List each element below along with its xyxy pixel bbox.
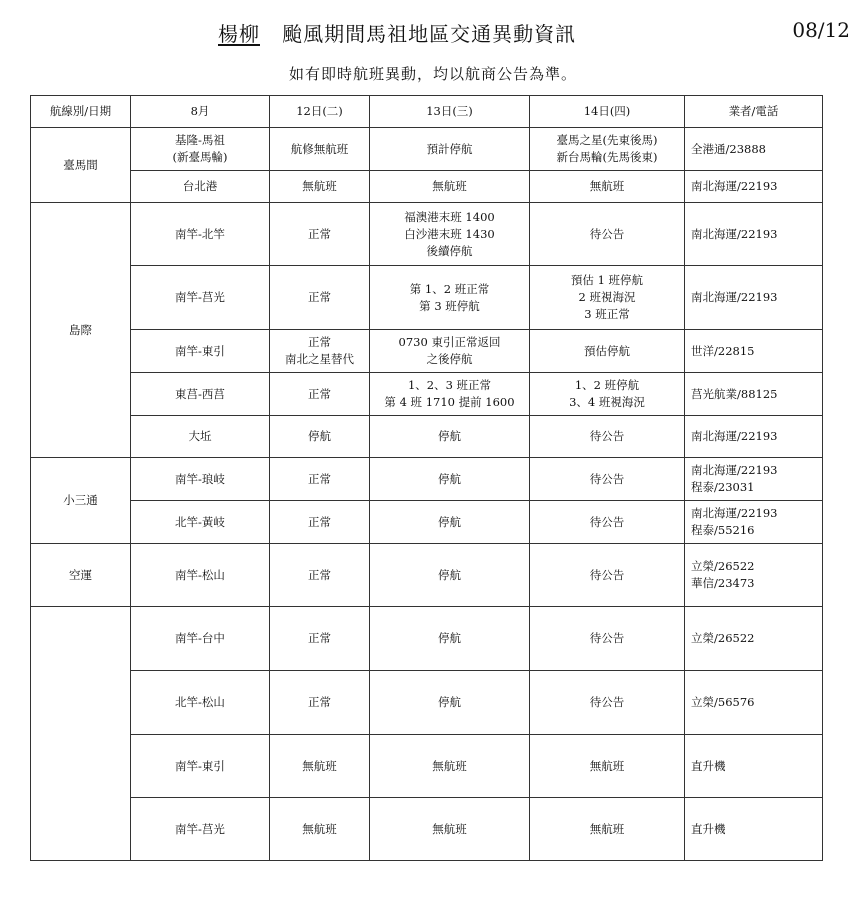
route-cell-line: 東莒-西莒: [175, 386, 225, 401]
table-row: [31, 171, 823, 203]
day13-cell-line: 停航: [438, 567, 461, 582]
day14-cell-line: 待公告: [589, 226, 625, 241]
day13-cell: [370, 373, 530, 416]
day14-cell: [530, 128, 685, 171]
day14-cell: [530, 266, 685, 330]
day12-cell-line: 無航班: [302, 179, 337, 193]
day12-cell-line: 南北之星替代: [285, 352, 354, 366]
table-row: [31, 128, 823, 171]
table-header-row: [31, 96, 823, 128]
day13-cell-line: 停航: [438, 429, 461, 443]
typhoon-name: 楊柳: [218, 22, 260, 46]
route-cell-line: 大坵: [188, 429, 212, 443]
route-cell: [131, 458, 270, 501]
operator-cell-line: 南北海運/22193: [691, 290, 778, 304]
table-row: [31, 607, 823, 671]
table-row: [31, 544, 823, 607]
day13-cell-line: 第 4 班 1710 提前 1600: [384, 395, 515, 409]
day14-cell-line: 臺馬之星(先東後馬): [556, 133, 658, 147]
operator-cell-line: 程泰/23031: [691, 480, 755, 494]
route-cell: [131, 671, 270, 735]
day13-cell: [370, 607, 530, 671]
route-cell: [131, 798, 270, 861]
day13-cell-line: 停航: [438, 471, 461, 486]
operator-cell: [685, 458, 823, 501]
day12-cell: [270, 330, 370, 373]
day13-cell-line: 第 1、2 班正常: [409, 281, 490, 296]
day12-cell: [270, 203, 370, 266]
table-row: [31, 735, 823, 798]
route-cell-line: (新臺馬輪): [172, 150, 228, 164]
day14-cell: [530, 330, 685, 373]
column-header: 8月: [131, 96, 270, 128]
day13-cell-line: 無航班: [432, 179, 467, 193]
day12-cell: [270, 798, 370, 861]
operator-cell: [685, 373, 823, 416]
table-row: [31, 798, 823, 861]
route-cell: [131, 203, 270, 266]
day14-cell-line: 預估停航: [584, 343, 630, 358]
day13-cell-line: 1、2、3 班正常: [407, 378, 492, 392]
route-cell: [131, 501, 270, 544]
day14-cell-line: 待公告: [589, 567, 625, 582]
operator-cell: [685, 416, 823, 458]
day13-cell: [370, 171, 530, 203]
route-cell-line: 台北港: [182, 179, 218, 193]
operator-cell: [685, 735, 823, 798]
day13-cell-line: 第 3 班停航: [419, 298, 480, 313]
operator-cell: [685, 607, 823, 671]
column-header: 業者/電話: [685, 96, 823, 128]
day12-cell: [270, 266, 370, 330]
day14-cell-line: 待公告: [589, 631, 625, 645]
day14-cell-line: 新台馬輪(先馬後東): [556, 150, 658, 164]
day12-cell: [270, 671, 370, 735]
route-cell: [131, 735, 270, 798]
operator-cell-line: 程泰/55216: [691, 523, 755, 537]
day14-cell-line: 無航班: [589, 758, 625, 773]
operator-cell-line: 立榮/26522: [691, 559, 755, 573]
operator-cell-line: 南北海運/22193: [691, 179, 778, 193]
day14-cell: [530, 671, 685, 735]
operator-cell: [685, 671, 823, 735]
day12-cell-line: 正常: [308, 514, 331, 529]
route-cell-line: 南竿-東引: [175, 343, 225, 358]
group-label: 空運: [31, 544, 131, 607]
day13-cell: [370, 128, 530, 171]
day13-cell: [370, 203, 530, 266]
table-row: [31, 671, 823, 735]
table-body: [31, 128, 823, 861]
group-label: 島際: [31, 203, 131, 458]
route-cell-line: 南竿-莒光: [175, 821, 225, 836]
day14-cell-line: 無航班: [589, 821, 625, 836]
day14-cell: [530, 373, 685, 416]
route-cell-line: 北竿-松山: [175, 695, 225, 709]
route-cell: [131, 128, 270, 171]
route-cell-line: 基隆-馬祖: [175, 133, 225, 147]
day14-cell: [530, 607, 685, 671]
column-header: 12日(二): [270, 96, 370, 128]
day12-cell-line: 正常: [308, 567, 331, 582]
day13-cell-line: 預計停航: [426, 141, 473, 156]
title-row: [0, 18, 866, 48]
route-cell: [131, 416, 270, 458]
day13-cell: [370, 798, 530, 861]
day14-cell-line: 3 班正常: [584, 307, 630, 321]
day14-cell: [530, 203, 685, 266]
day14-cell-line: 待公告: [589, 471, 625, 486]
day13-cell: [370, 416, 530, 458]
day12-cell: [270, 607, 370, 671]
operator-cell-line: 南北海運/22193: [691, 506, 778, 520]
day13-cell-line: 停航: [438, 514, 461, 529]
operator-cell: [685, 544, 823, 607]
day14-cell-line: 3、4 班視海況: [569, 395, 645, 409]
route-cell-line: 南竿-東引: [175, 758, 225, 773]
operator-cell: [685, 203, 823, 266]
day12-cell-line: 正常: [308, 631, 331, 645]
day13-cell-line: 0730 東引正常返回: [398, 335, 501, 349]
day12-cell-line: 正常: [308, 471, 331, 486]
day12-cell: [270, 501, 370, 544]
operator-cell: [685, 330, 823, 373]
day14-cell-line: 1、2 班停航: [574, 378, 640, 392]
operator-cell: [685, 501, 823, 544]
day13-cell-line: 後續停航: [426, 243, 473, 258]
column-header: 13日(三): [370, 96, 530, 128]
day13-cell-line: 停航: [438, 695, 461, 709]
day12-cell-line: 正常: [308, 226, 331, 241]
day14-cell: [530, 501, 685, 544]
operator-cell-line: 南北海運/22193: [691, 429, 778, 443]
operator-cell-line: 世洋/22815: [691, 343, 755, 358]
transport-table: [30, 95, 823, 861]
page-date: 08/12: [792, 18, 850, 42]
operator-cell-line: 直升機: [691, 821, 726, 836]
day13-cell: [370, 671, 530, 735]
route-cell: [131, 373, 270, 416]
group-label: 臺馬間: [31, 128, 131, 203]
column-header: 14日(四): [530, 96, 685, 128]
day13-cell: [370, 501, 530, 544]
route-cell-line: 南竿-琅岐: [175, 471, 225, 486]
page-title: [218, 18, 576, 47]
route-cell-line: 北竿-黃岐: [175, 514, 225, 529]
day14-cell: [530, 735, 685, 798]
day12-cell: [270, 171, 370, 203]
day13-cell-line: 無航班: [432, 821, 467, 836]
group-label: [31, 607, 131, 861]
day12-cell-line: 正常: [308, 386, 331, 401]
table-row: [31, 458, 823, 501]
day12-cell-line: 正常: [308, 335, 331, 349]
route-cell-line: 南竿-莒光: [175, 290, 225, 304]
route-cell: [131, 266, 270, 330]
route-cell-line: 南竿-台中: [175, 631, 225, 645]
table-row: [31, 416, 823, 458]
operator-cell-line: 南北海運/22193: [691, 463, 778, 477]
day13-cell-line: 之後停航: [426, 352, 473, 366]
day12-cell-line: 無航班: [302, 758, 337, 773]
day12-cell: [270, 735, 370, 798]
day13-cell: [370, 330, 530, 373]
operator-cell: [685, 798, 823, 861]
day14-cell-line: 2 班視海況: [578, 290, 636, 304]
day12-cell-line: 無航班: [302, 821, 337, 836]
day12-cell-line: 停航: [308, 429, 331, 443]
operator-cell: [685, 266, 823, 330]
day13-cell-line: 停航: [438, 631, 461, 645]
title-text: 颱風期間馬祖地區交通異動資訊: [282, 22, 577, 46]
operator-cell-line: 立榮/26522: [691, 631, 755, 645]
day14-cell-line: 無航班: [589, 179, 625, 193]
group-label: 小三通: [31, 458, 131, 544]
day14-cell: [530, 458, 685, 501]
day14-cell: [530, 544, 685, 607]
day13-cell-line: 白沙港末班 1430: [404, 226, 495, 241]
day12-cell: [270, 373, 370, 416]
day12-cell: [270, 416, 370, 458]
operator-cell-line: 南北海運/22193: [691, 226, 778, 241]
day13-cell: [370, 544, 530, 607]
operator-cell-line: 直升機: [691, 758, 726, 773]
day14-cell: [530, 171, 685, 203]
table-row: [31, 203, 823, 266]
day12-cell: [270, 458, 370, 501]
table-row: [31, 330, 823, 373]
day13-cell-line: 無航班: [432, 758, 467, 773]
day13-cell: [370, 266, 530, 330]
day12-cell-line: 航修無航班: [290, 141, 349, 156]
operator-cell-line: 立榮/56576: [691, 695, 755, 709]
page-subtitle: 如有即時航班異動，均以航商公告為準。: [288, 65, 577, 83]
day12-cell: [270, 544, 370, 607]
day13-cell: [370, 458, 530, 501]
day12-cell-line: 正常: [308, 290, 331, 304]
day14-cell-line: 待公告: [589, 514, 625, 529]
route-cell-line: 南竿-松山: [175, 567, 225, 582]
day14-cell-line: 待公告: [589, 695, 625, 709]
route-cell: [131, 330, 270, 373]
day14-cell-line: 預估 1 班停航: [570, 273, 644, 287]
column-header: 航線別/日期: [31, 96, 131, 128]
day13-cell: [370, 735, 530, 798]
route-cell: [131, 171, 270, 203]
day13-cell-line: 福澳港末班 1400: [404, 209, 495, 224]
operator-cell-line: 華信/23473: [691, 576, 755, 590]
day14-cell-line: 待公告: [589, 429, 625, 443]
route-cell-line: 南竿-北竿: [175, 226, 225, 241]
day12-cell-line: 正常: [308, 695, 331, 709]
operator-cell-line: 全港通/23888: [691, 141, 766, 156]
day14-cell: [530, 416, 685, 458]
table-row: [31, 373, 823, 416]
table-row: [31, 266, 823, 330]
table-row: [31, 501, 823, 544]
day14-cell: [530, 798, 685, 861]
operator-cell: [685, 128, 823, 171]
route-cell: [131, 607, 270, 671]
day12-cell: [270, 128, 370, 171]
operator-cell-line: 莒光航業/88125: [691, 386, 778, 401]
operator-cell: [685, 171, 823, 203]
route-cell: [131, 544, 270, 607]
